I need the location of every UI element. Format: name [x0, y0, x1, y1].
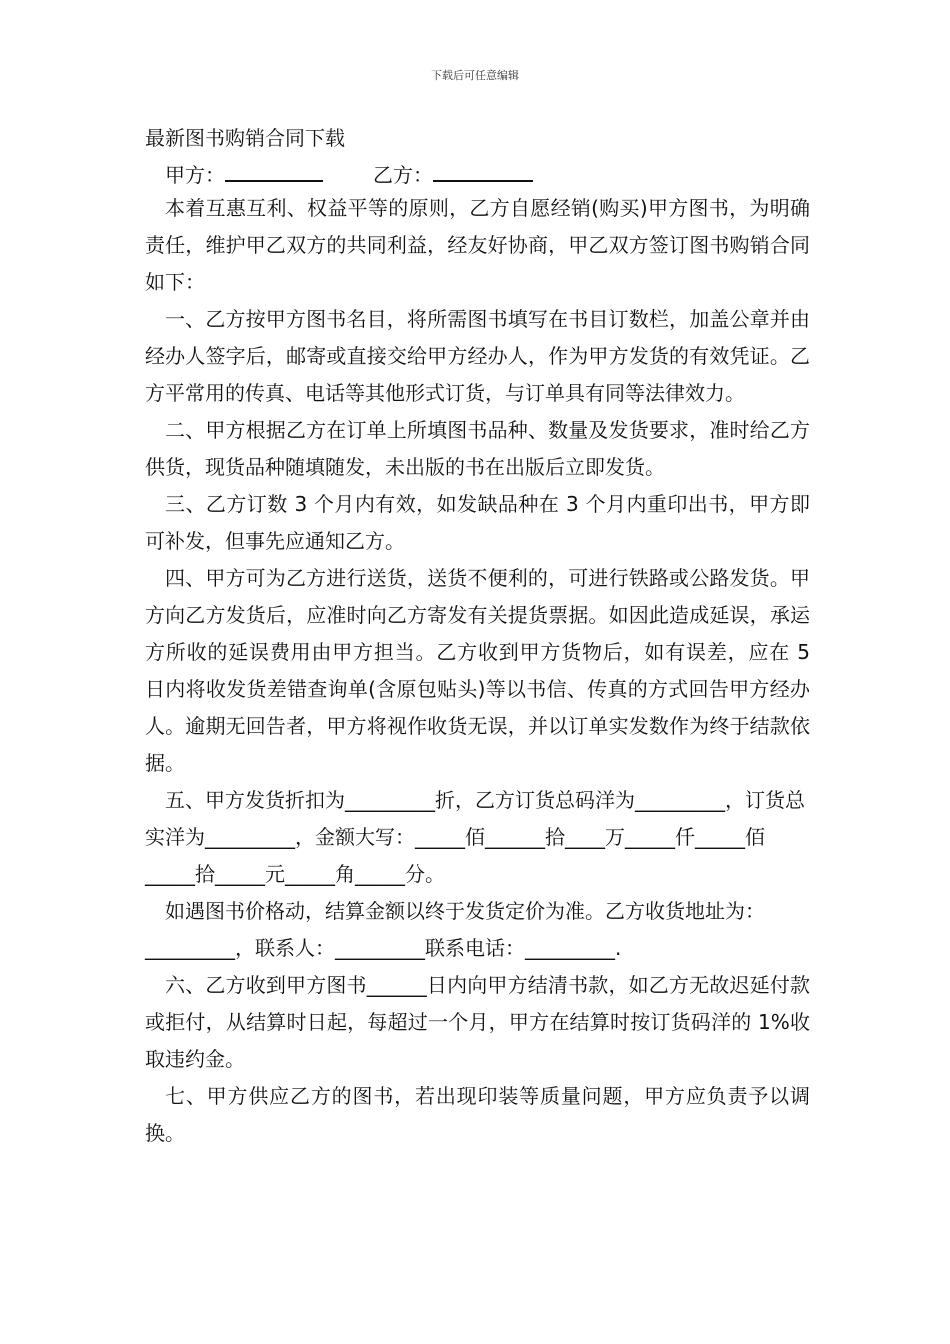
parties-line — [165, 160, 533, 187]
paragraph-preamble: 本着互惠互利、权益平等的原则，乙方自愿经销(购买)甲方图书，为明确责任，维护甲乙双方的共同利益，经友好协商，甲乙双方签订图书购销合同如下： — [145, 196, 810, 294]
paragraph-clause-4: 四、甲方可为乙方进行送货，送货不便利的，可进行铁路或公路发货。甲方向乙方发货后，应准时向乙方寄发有关提货票据。如因此造成延误，承运方所收的延误费用由甲方担当。乙方收到甲方货物后，如有误差，应在 5 日内将收发货差错查询单(含原包贴头)等以书信、传真的方式回告甲方经办人。逾期无回告者，甲方将视作收货无误，并以订单实发数作为终于结款依据。 — [145, 566, 810, 775]
paragraph-clause-5: 五、甲方发货折扣为_________折，乙方订货总码洋为_________，订货总实洋为_________，金额大写：_____佰______拾____万_____仟_____佰_____拾_____元_____角_____分。 — [145, 788, 805, 886]
paragraph-clause-3: 三、乙方订数 3 个月内有效，如发缺品种在 3 个月内重印出书，甲方即可补发，但事先应通知乙方。 — [145, 492, 810, 553]
paragraph-clause-6: 六、乙方收到甲方图书______日内向甲方结清书款，如乙方无故迟延付款或拒付，从结算时日起，每超过一个月，甲方在结算时按订货码洋的 1%收取违约金。 — [145, 973, 810, 1071]
party-b-label: 乙方： — [373, 163, 433, 187]
paragraph-clause-1: 一、乙方按甲方图书名目，将所需图书填写在书目订数栏，加盖公章并由经办人签字后，邮寄或直接交给甲方经办人，作为甲方发货的有效凭证。乙方平常用的传真、电话等其他形式订货，与订单具有同等法律效力。 — [145, 307, 810, 405]
page-header: 下载后可任意编辑 — [431, 69, 519, 82]
party-a-label: 甲方： — [165, 163, 225, 187]
party-a-blank — [225, 160, 323, 182]
contract-body — [145, 190, 810, 1152]
paragraph-clause-2: 二、甲方根据乙方在订单上所填图书品种、数量及发货要求，准时给乙方供货，现货品种随填随发，未出版的书在出版后立即发货。 — [145, 418, 810, 479]
paragraph-clause-7: 七、甲方供应乙方的图书，若出现印装等质量问题，甲方应负责予以调换。 — [145, 1084, 810, 1145]
party-b-blank — [433, 160, 533, 182]
document-title: 最新图书购销合同下载 — [145, 126, 345, 150]
paragraph-price-note: 如遇图书价格动，结算金额以终于发货定价为准。乙方收货地址为：_________，联系人：_________联系电话：_________. — [145, 899, 765, 960]
